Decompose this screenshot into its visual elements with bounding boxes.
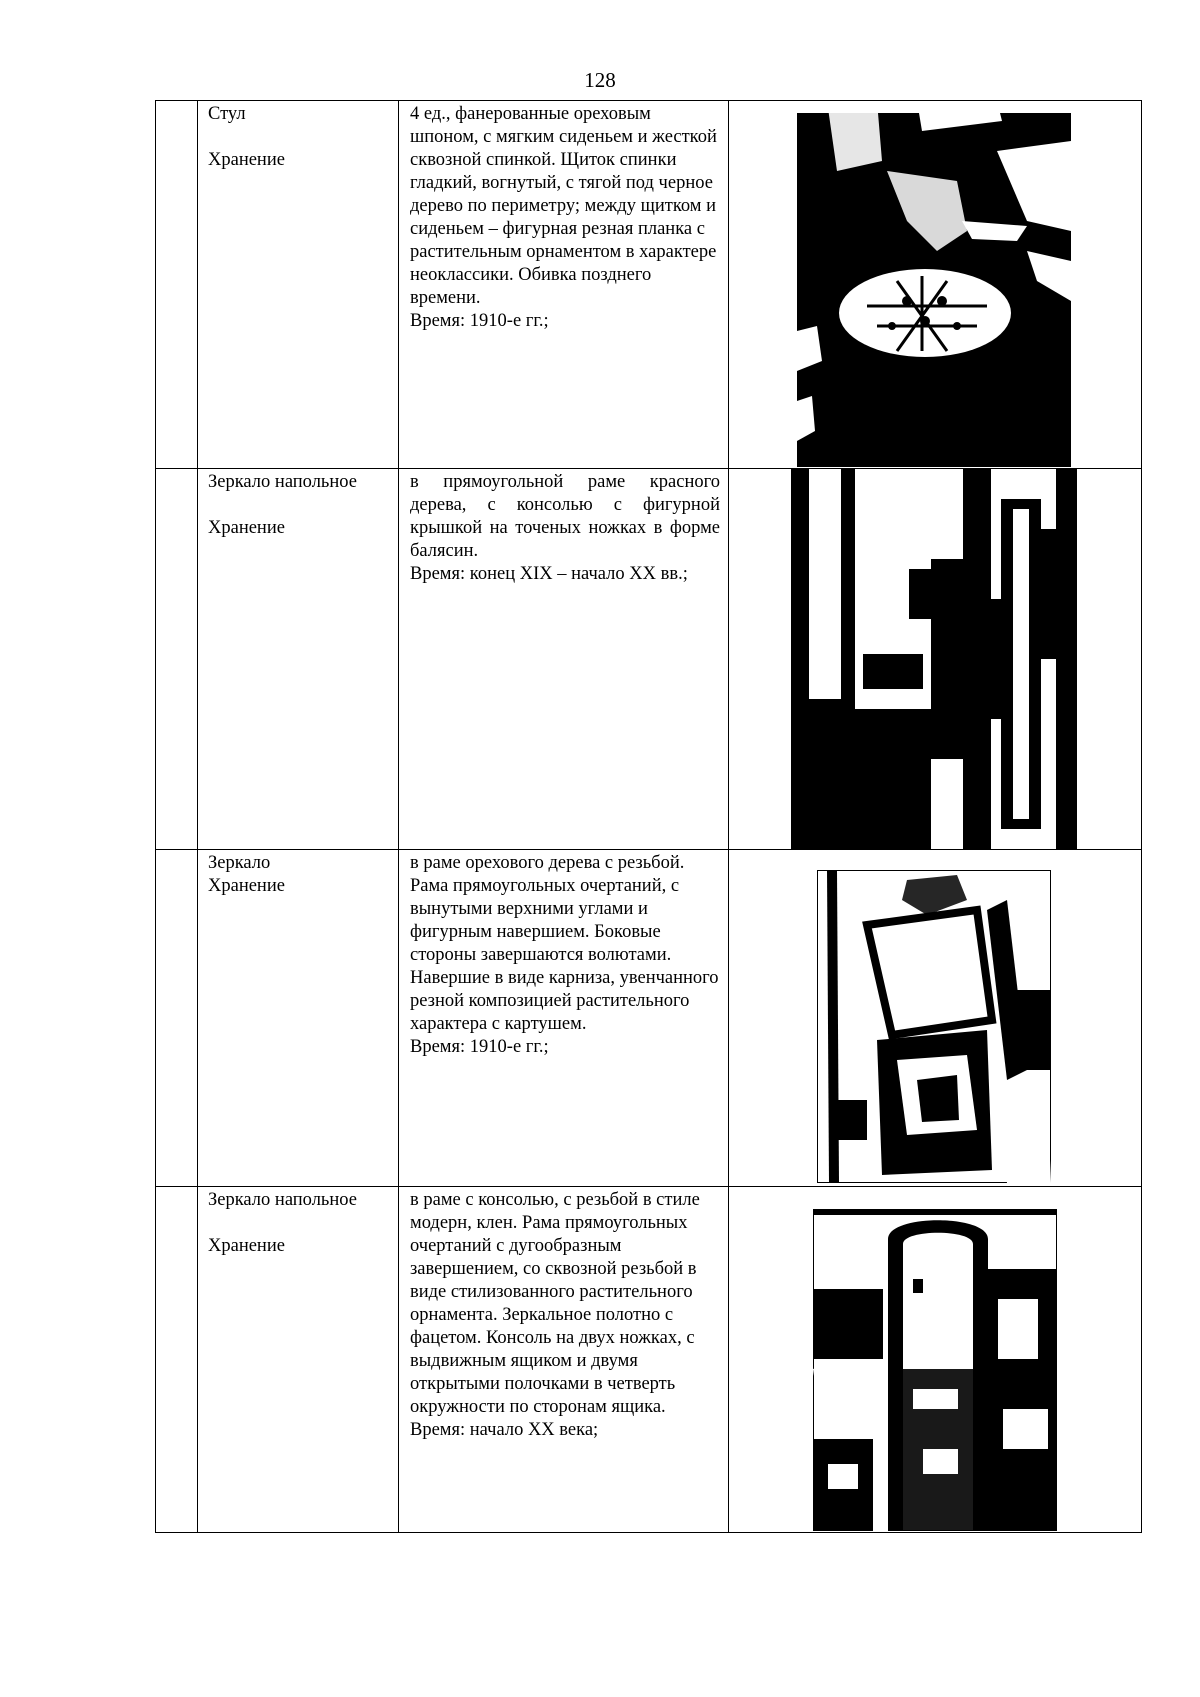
table-row (156, 469, 1142, 850)
table-row (156, 101, 1142, 469)
item-description: в прямоугольной раме красного дерева, с консолью с фигурной крышкой на точеных ножках в форме балясин. (410, 472, 720, 561)
item-description: в раме орехового дерева с резьбой. Рама прямоугольных очертаний, с вынутыми верхними углами и фигурным навершием. Боковые стороны завершаются волютами. Навершие в виде карниза, увенчанного резной композицией растительного характера с картушем. (410, 853, 719, 1034)
description-cell (399, 850, 729, 1187)
description-cell (399, 101, 729, 469)
name-cell (198, 1187, 399, 1533)
catalog-table (155, 100, 1142, 1533)
description-cell (399, 1187, 729, 1533)
modern-mirror-photo (813, 1209, 1057, 1531)
item-time: Время: начало XX века; (410, 1420, 599, 1440)
item-name: Зеркало напольное (208, 472, 357, 492)
table-row (156, 850, 1142, 1187)
photo-cell (729, 469, 1142, 850)
item-name: Зеркало (208, 853, 271, 873)
number-cell (156, 1187, 198, 1533)
photo-cell (729, 101, 1142, 469)
name-cell (198, 469, 399, 850)
item-time: Время: конец XIX – начало XX вв.; (410, 564, 688, 584)
number-cell (156, 101, 198, 469)
walnut-mirror-photo (817, 870, 1051, 1183)
page-number: 128 (584, 68, 616, 92)
number-cell (156, 469, 198, 850)
item-name: Зеркало напольное (208, 1190, 357, 1210)
chair-photo (797, 101, 1071, 467)
item-status: Хранение (208, 150, 285, 170)
item-time: Время: 1910-е гг.; (410, 311, 549, 331)
description-cell (399, 469, 729, 850)
item-name: Стул (208, 104, 246, 124)
number-cell (156, 850, 198, 1187)
item-status: Хранение (208, 876, 285, 896)
item-time: Время: 1910-е гг.; (410, 1037, 549, 1057)
photo-cell (729, 850, 1142, 1187)
name-cell (198, 850, 399, 1187)
item-description: 4 ед., фанерованные ореховым шпоном, с мягким сиденьем и жесткой сквозной спинкой. Щиток спинки гладкий, вогнутый, с тягой под черное дерево по периметру; между щитком и сиденьем – фигурная резная планка с растительным орнаментом в характере неоклассики. Обивка позднего времени. (410, 104, 717, 308)
table-row (156, 1187, 1142, 1533)
item-status: Хранение (208, 518, 285, 538)
photo-cell (729, 1187, 1142, 1533)
name-cell (198, 101, 399, 469)
floor-mirror-photo (791, 469, 1077, 849)
item-description: в раме с консолью, с резьбой в стиле модерн, клен. Рама прямоугольных очертаний с дугообразным завершением, со сквозной резьбой в виде стилизованного растительного орнамента. Зеркальное полотно с фацетом. Консоль на двух ножках, с выдвижным ящиком и двумя открытыми полочками в четверть окружности по сторонам ящика. (410, 1190, 700, 1417)
item-status: Хранение (208, 1236, 285, 1256)
